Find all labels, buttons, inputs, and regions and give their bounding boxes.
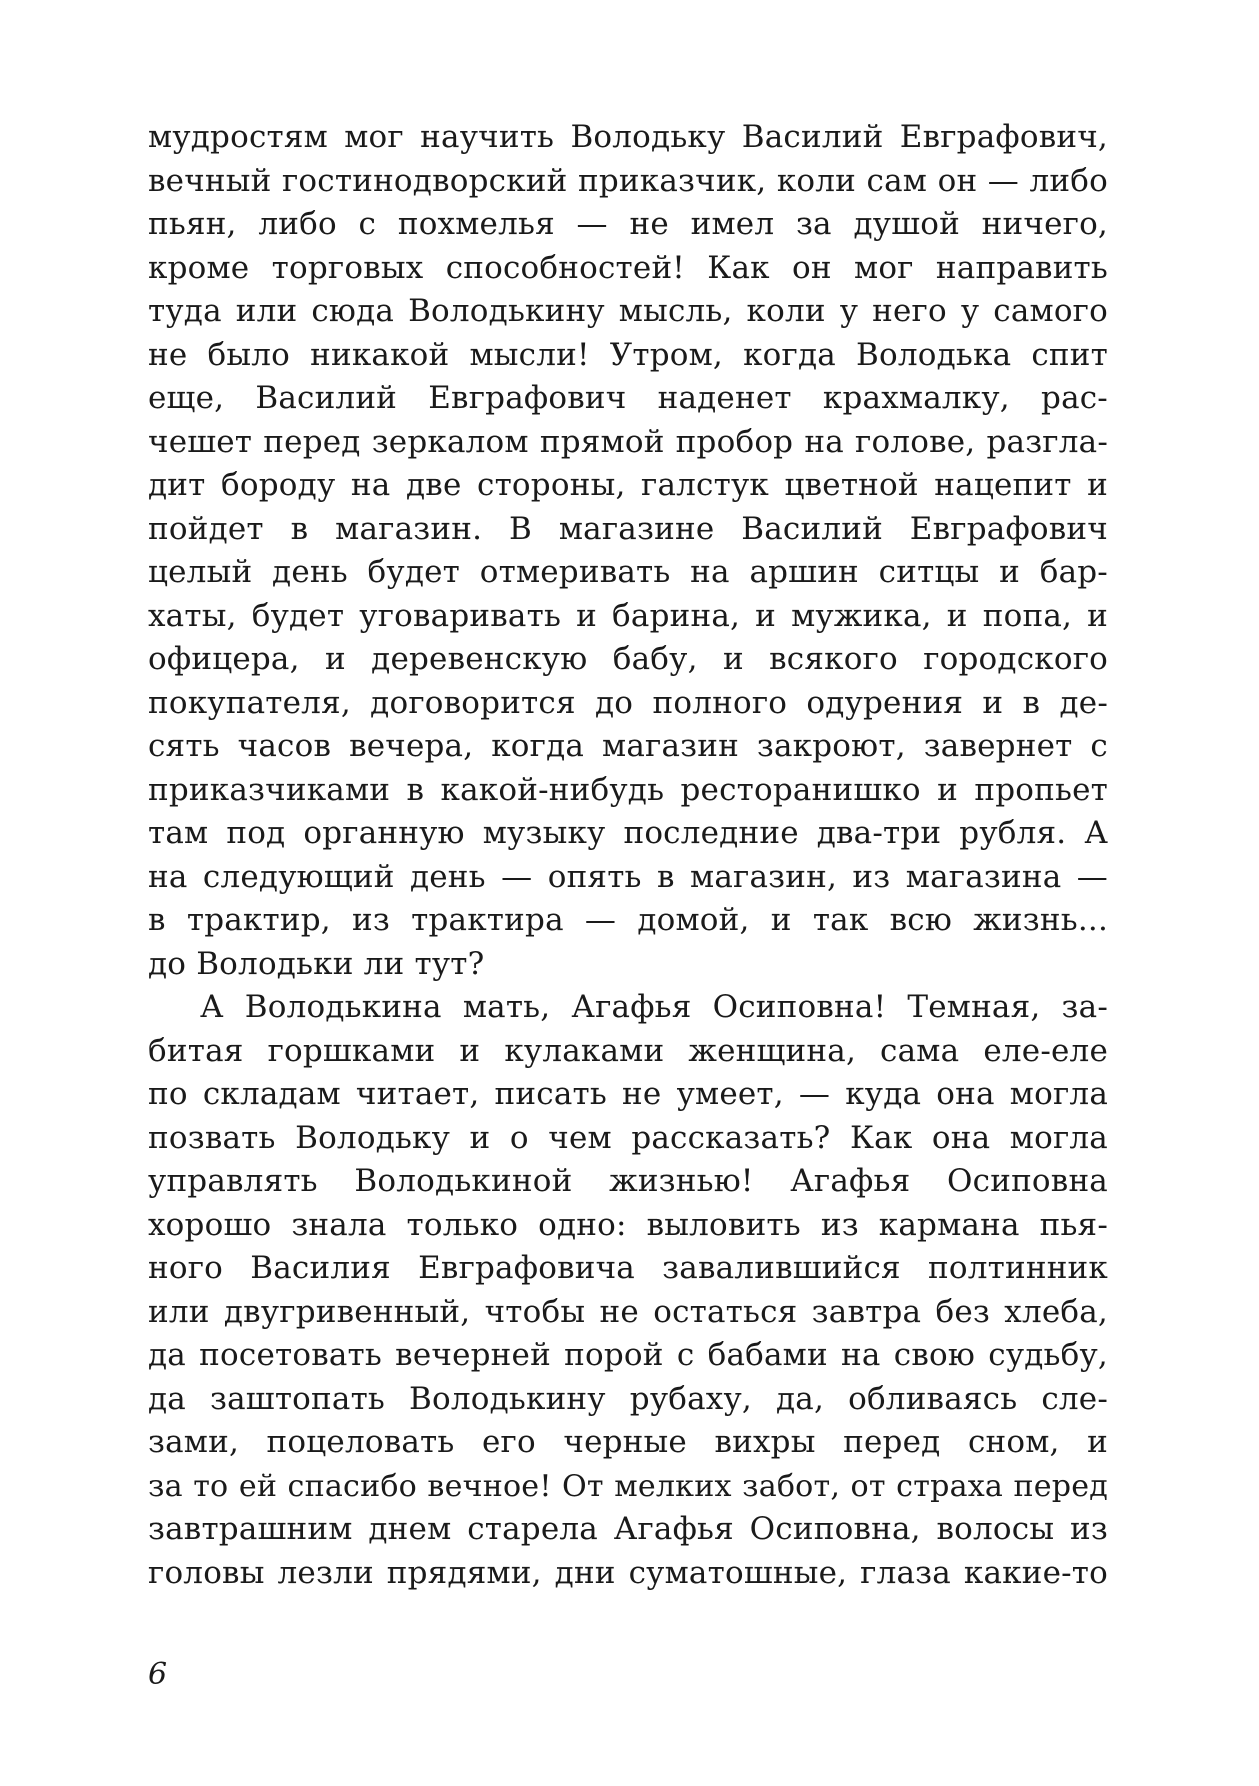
text-line: управлять Володькиной жизнью! Агафья Осиповна [148,1163,1108,1199]
text-line: кроме торговых способностей! Как он мог направить [148,249,1108,286]
text-line: в трактир, из трактира — домой, и так всю жизнь... [148,902,1108,938]
text-line: хаты, будет уговаривать и барина, и мужика, и попа, и [148,597,1108,634]
text-line: до Володьки ли тут? [148,945,485,982]
paragraph-1 [148,116,1108,986]
text-line: пойдет в магазин. В магазине Василий Евграфович [148,510,1108,547]
text-line: там под органную музыку последние два-три рубля. А [148,815,1108,851]
text-line: головы лезли прядями, дни суматошные, глаза какие-то [148,1554,1108,1591]
text-line: не было никакой мысли! Утром, когда Володька спит [148,336,1108,373]
text-line: пьян, либо с похмелья — не имел за душой ничего, [148,206,1108,242]
text-line: еще, Василий Евграфович наденет крахмалку, рас- [148,380,1108,416]
paragraph-2 [148,986,1108,1595]
text-line: целый день будет отмеривать на аршин ситцы и бар- [148,554,1108,590]
text-line: да посетовать вечерней порой с бабами на свою судьбу, [148,1337,1108,1373]
text-line: сять часов вечера, когда магазин закроют, завернет с [148,728,1108,764]
text-line: чешет перед зеркалом прямой пробор на голове, разгла- [148,423,1108,460]
text-line: офицера, и деревенскую бабу, и всякого городского [148,641,1108,677]
text-line: покупателя, договорится до полного одурения и в де- [148,684,1108,721]
body-text [148,116,1108,1595]
text-line: хорошо знала только одно: выловить из кармана пья- [148,1206,1108,1243]
text-line: на следующий день — опять в магазин, из магазина — [148,858,1108,895]
text-line: завтрашним днем старела Агафья Осиповна, волосы из [148,1511,1108,1547]
text-line: по складам читает, писать не умеет, — куда она могла [148,1076,1108,1112]
text-line: битая горшками и кулаками женщина, сама еле-еле [148,1032,1108,1069]
text-line: зами, поцеловать его черные вихры перед сном, и [148,1424,1108,1460]
text-line: мудростям мог научить Володьку Василий Евграфович, [148,119,1108,155]
text-line: да заштопать Володькину рубаху, да, обливаясь сле- [148,1380,1108,1417]
text-line: ного Василия Евграфовича завалившийся полтинник [148,1250,1108,1286]
text-line: за то ей спасибо вечное! От мелких забот, от страха перед [148,1468,1108,1504]
page-number: 6 [148,1657,168,1692]
text-line: или двугривенный, чтобы не остаться завтра без хлеба, [148,1293,1108,1330]
text-line: туда или сюда Володькину мысль, коли у него у самого [148,293,1108,329]
text-line: приказчиками в какой-нибудь ресторанишко и пропьет [148,771,1108,808]
text-line: позвать Володьку и о чем рассказать? Как она могла [148,1119,1108,1156]
text-line: А Володькина мать, Агафья Осиповна! Темная, за- [200,989,1108,1025]
text-line: дит бороду на две стороны, галстук цветной нацепит и [148,467,1108,503]
text-line: вечный гостинодворский приказчик, коли сам он — либо [148,162,1108,199]
